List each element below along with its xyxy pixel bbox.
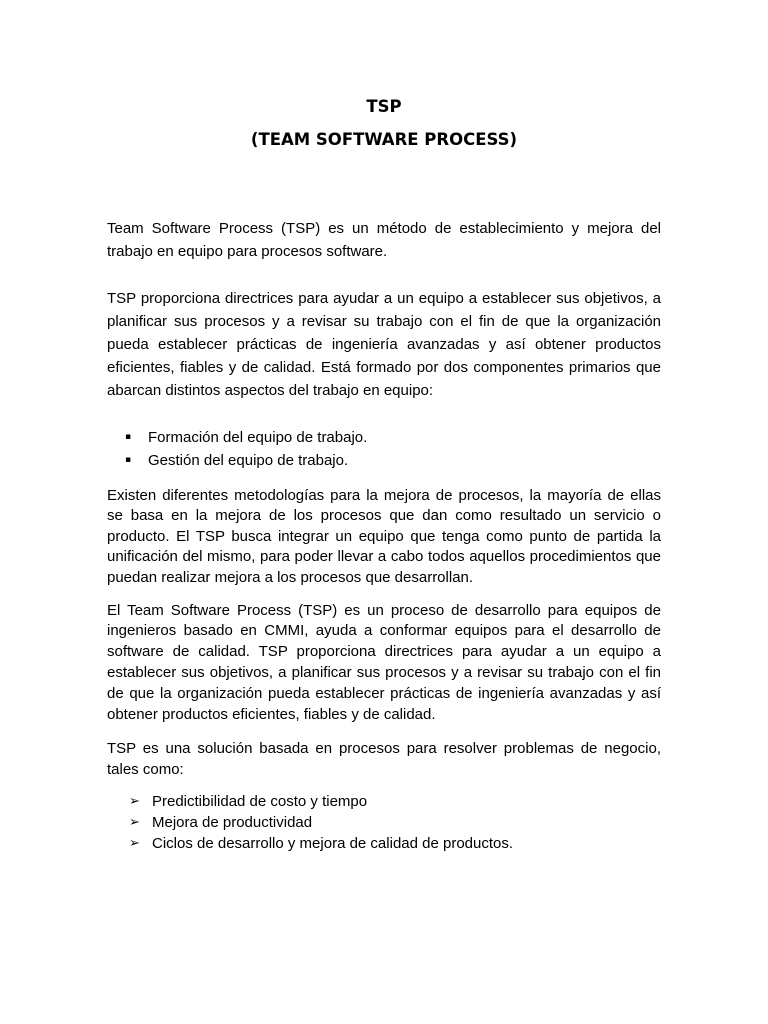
list-item [0, 833, 768, 854]
definition-paragraph [107, 601, 661, 726]
intro-paragraph [107, 217, 661, 263]
list-item-text: Predictibilidad de costo y tiempo [152, 792, 368, 810]
list-item-text: Gestión del equipo de trabajo. [148, 451, 349, 469]
paragraph-line: planificar sus procesos y a revisar su trabajo con el fin de que la organización [107, 312, 661, 330]
paragraph-line: El Team Software Process (TSP) es un proceso de desarrollo para equipos de [107, 601, 661, 619]
paragraph-line: unificación del mismo, para poder llevar a cabo todos aquellos procedimientos que [107, 548, 661, 566]
paragraph-line: puedan realizar mejora a los procesos que desarrollan. [107, 568, 474, 586]
paragraph-line: Team Software Process (TSP) es un método de establecimiento y mejora del [107, 219, 661, 237]
square-bullet-icon: ▪ [125, 454, 132, 465]
paragraph-line: producto. El TSP busca integrar un equipo que tenga como punto de partida la [107, 527, 661, 545]
arrow-bullet-icon: ➢ [129, 835, 140, 851]
paragraph-line: abarcan distintos aspectos del trabajo en equipo: [107, 381, 434, 399]
arrow-bullet-icon: ➢ [129, 814, 140, 830]
paragraph-line: trabajo en equipo para procesos software. [107, 242, 388, 260]
paragraph-line: Existen diferentes metodologías para la mejora de procesos, la mayoría de ellas [107, 486, 661, 504]
list-item-text: Formación del equipo de trabajo. [148, 428, 368, 446]
paragraph-line: TSP proporciona directrices para ayudar a un equipo a establecer sus objetivos, a [107, 289, 661, 307]
paragraph-line: se basa en la mejora de los procesos que dan como resultado un servicio o [107, 507, 661, 525]
paragraph-line: TSP es una solución basada en procesos para resolver problemas de negocio, [107, 739, 661, 757]
paragraph-line: pueda establecer prácticas de ingeniería avanzadas y así obtener productos [107, 335, 661, 353]
problems-list [0, 791, 768, 854]
list-item-text: Ciclos de desarrollo y mejora de calidad de productos. [152, 834, 514, 852]
methodologies-paragraph [107, 486, 661, 589]
paragraph-line: obtener productos eficientes, fiables y de calidad. [107, 705, 436, 723]
list-item [0, 812, 768, 833]
list-item [0, 426, 768, 449]
paragraph-line: establecer sus objetivos, a planificar sus procesos y a revisar su trabajo con el fin [107, 663, 661, 681]
document-title [0, 90, 768, 156]
square-bullet-icon: ▪ [125, 431, 132, 442]
components-list [0, 426, 768, 472]
list-item [0, 791, 768, 812]
paragraph-line: tales como: [107, 760, 184, 778]
paragraph-line: ingenieros basado en CMMI, ayuda a conformar equipos para el desarrollo de [107, 622, 661, 640]
title-full-name: (TEAM SOFTWARE PROCESS) [250, 130, 518, 149]
list-item-text: Mejora de productividad [152, 813, 313, 831]
title-acronym: TSP [366, 97, 402, 116]
description-paragraph [107, 287, 661, 402]
paragraph-line: software de calidad. TSP proporciona directrices para ayudar a un equipo a [107, 643, 661, 661]
solution-paragraph [107, 738, 661, 780]
arrow-bullet-icon: ➢ [129, 793, 140, 809]
paragraph-line: de que la organización pueda establecer prácticas de ingeniería avanzadas y así [107, 684, 661, 702]
paragraph-line: eficientes, fiables y de calidad. Está formado por dos componentes primarios que [107, 358, 661, 376]
list-item [0, 449, 768, 472]
